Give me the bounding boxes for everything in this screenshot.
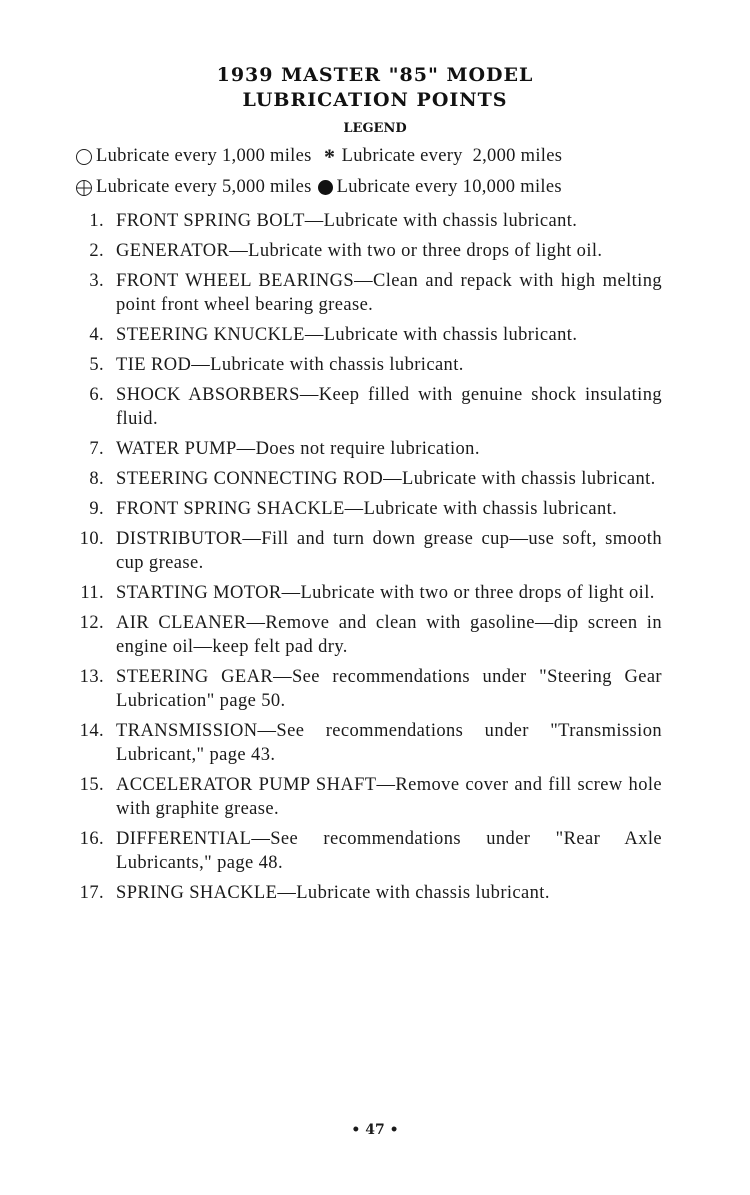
item-number: 3.	[89, 271, 104, 291]
asterisk-icon: *	[323, 143, 336, 169]
list-item	[0, 773, 750, 821]
item-number: 13.	[79, 667, 104, 687]
item-text: STEERING CONNECTING ROD—Lubricate with chassis lubricant.	[116, 469, 656, 489]
item-text: DISTRIBUTOR—Fill and turn down grease cup—use soft, smooth cup grease.	[116, 529, 662, 573]
item-text: AIR CLEANER—Remove and clean with gasoline—dip screen in engine oil—keep felt pad dry.	[116, 613, 662, 657]
filled-circle-icon	[318, 180, 333, 195]
page-title: 1939 MASTER "85" MODEL	[216, 64, 534, 86]
item-text: SPRING SHACKLE—Lubricate with chassis lubricant.	[116, 883, 550, 903]
item-number: 8.	[89, 469, 104, 489]
item-text: FRONT WHEEL BEARINGS—Clean and repack with high melting point front wheel bearing grease.	[116, 271, 662, 315]
legend-text: Lubricate every 10,000 miles	[336, 177, 562, 197]
list-item	[0, 467, 750, 491]
page-subtitle: LUBRICATION POINTS	[242, 89, 508, 111]
circle-icon	[76, 149, 92, 165]
lubrication-points-list	[0, 209, 750, 911]
list-item	[0, 581, 750, 605]
crossed-circle-icon	[76, 180, 92, 196]
item-text: WATER PUMP—Does not require lubrication.	[116, 439, 480, 459]
item-number: 7.	[89, 439, 104, 459]
item-number: 11.	[80, 583, 104, 603]
item-number: 2.	[89, 241, 104, 261]
item-text: FRONT SPRING BOLT—Lubricate with chassis lubricant.	[116, 211, 578, 231]
item-number: 5.	[89, 355, 104, 375]
item-number: 15.	[79, 775, 104, 795]
item-text: STARTING MOTOR—Lubricate with two or three drops of light oil.	[116, 583, 655, 603]
list-item	[0, 353, 750, 377]
legend-text: Lubricate every 1,000 miles	[96, 146, 312, 166]
item-number: 14.	[79, 721, 104, 741]
page-number: • 47 •	[351, 1122, 399, 1138]
list-item	[0, 827, 750, 875]
item-text: SHOCK ABSORBERS—Keep filled with genuine shock insulating fluid.	[116, 385, 662, 429]
list-item	[0, 209, 750, 233]
item-number: 17.	[79, 883, 104, 903]
list-item	[0, 383, 750, 431]
legend-row	[76, 177, 666, 198]
legend-heading: LEGEND	[343, 121, 407, 136]
item-number: 9.	[89, 499, 104, 519]
item-text: ACCELERATOR PUMP SHAFT—Remove cover and fill screw hole with graphite grease.	[116, 775, 662, 819]
list-item	[0, 497, 750, 521]
legend-text: Lubricate every 2,000 miles	[341, 146, 563, 166]
item-text: STEERING GEAR—See recommendations under "Steering Gear Lubrication" page 50.	[116, 667, 662, 711]
legend-text: Lubricate every 5,000 miles	[96, 177, 312, 197]
list-item	[0, 665, 750, 713]
list-item	[0, 437, 750, 461]
item-number: 1.	[89, 211, 104, 231]
item-number: 16.	[79, 829, 104, 849]
list-item	[0, 719, 750, 767]
item-text: TRANSMISSION—See recommendations under "Transmission Lubricant," page 43.	[116, 721, 662, 765]
list-item	[0, 611, 750, 659]
list-item	[0, 527, 750, 575]
list-item	[0, 239, 750, 263]
legend-row	[76, 143, 666, 169]
item-text: FRONT SPRING SHACKLE—Lubricate with chassis lubricant.	[116, 499, 618, 519]
item-number: 10.	[79, 529, 104, 549]
item-text: GENERATOR—Lubricate with two or three drops of light oil.	[116, 241, 603, 261]
list-item	[0, 269, 750, 317]
item-number: 6.	[89, 385, 104, 405]
item-number: 12.	[79, 613, 104, 633]
list-item	[0, 881, 750, 905]
item-number: 4.	[89, 325, 104, 345]
list-item	[0, 323, 750, 347]
item-text: DIFFERENTIAL—See recommendations under "Rear Axle Lubricants," page 48.	[116, 829, 662, 873]
item-text: STEERING KNUCKLE—Lubricate with chassis lubricant.	[116, 325, 578, 345]
item-text: TIE ROD—Lubricate with chassis lubricant.	[116, 355, 464, 375]
